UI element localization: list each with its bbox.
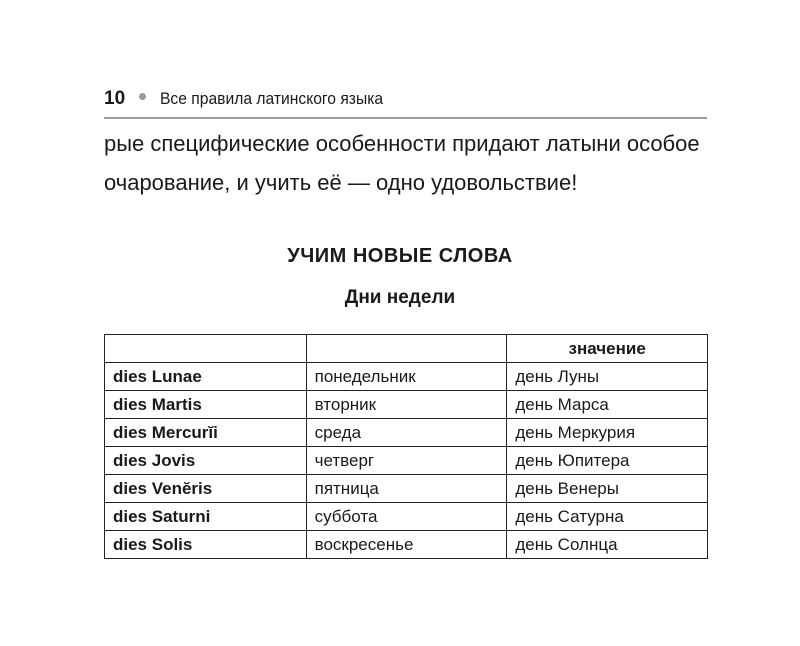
table-row [105,391,708,419]
russian-cell: понедельник [306,363,507,391]
section-heading: УЧИМ НОВЫЕ СЛОВА [287,245,513,267]
meaning-cell: день Венеры [507,475,708,503]
running-head [104,88,707,116]
page-number: 10 [104,88,126,109]
body-paragraph [104,124,714,202]
header-cell-russian [306,335,507,363]
header-divider [104,117,707,119]
running-title: Все правила латинского языка [160,89,384,108]
meaning-cell: день Юпитера [507,447,708,475]
header-cell-meaning: значение [507,335,708,363]
table-caption: Дни недели [344,287,456,308]
table-row [105,503,708,531]
table-row [105,475,708,503]
bullet-separator [139,93,146,100]
table-row [105,531,708,559]
latin-cell: dies Jovis [105,447,307,475]
body-line: рые специфические особенности придают латыни особое [104,131,700,156]
table-header-row [105,335,708,363]
russian-cell: вторник [306,391,507,419]
latin-cell: dies Mercurĭi [105,419,307,447]
table-row [105,419,708,447]
russian-cell: суббота [306,503,507,531]
latin-cell: dies Lunae [105,363,307,391]
header-cell-latin [105,335,307,363]
meaning-cell: день Марса [507,391,708,419]
russian-cell: среда [306,419,507,447]
table-row [105,363,708,391]
weekdays-table [104,334,708,559]
meaning-cell: день Меркурия [507,419,708,447]
meaning-cell: день Сатурна [507,503,708,531]
table-row [105,447,708,475]
latin-cell: dies Venĕris [105,475,307,503]
body-line: очарование, и учить её — одно удовольствие! [104,170,578,195]
russian-cell: пятница [306,475,507,503]
meaning-cell: день Луны [507,363,708,391]
latin-cell: dies Martis [105,391,307,419]
meaning-cell: день Солнца [507,531,708,559]
latin-cell: dies Saturni [105,503,307,531]
russian-cell: четверг [306,447,507,475]
latin-cell: dies Solis [105,531,307,559]
russian-cell: воскресенье [306,531,507,559]
